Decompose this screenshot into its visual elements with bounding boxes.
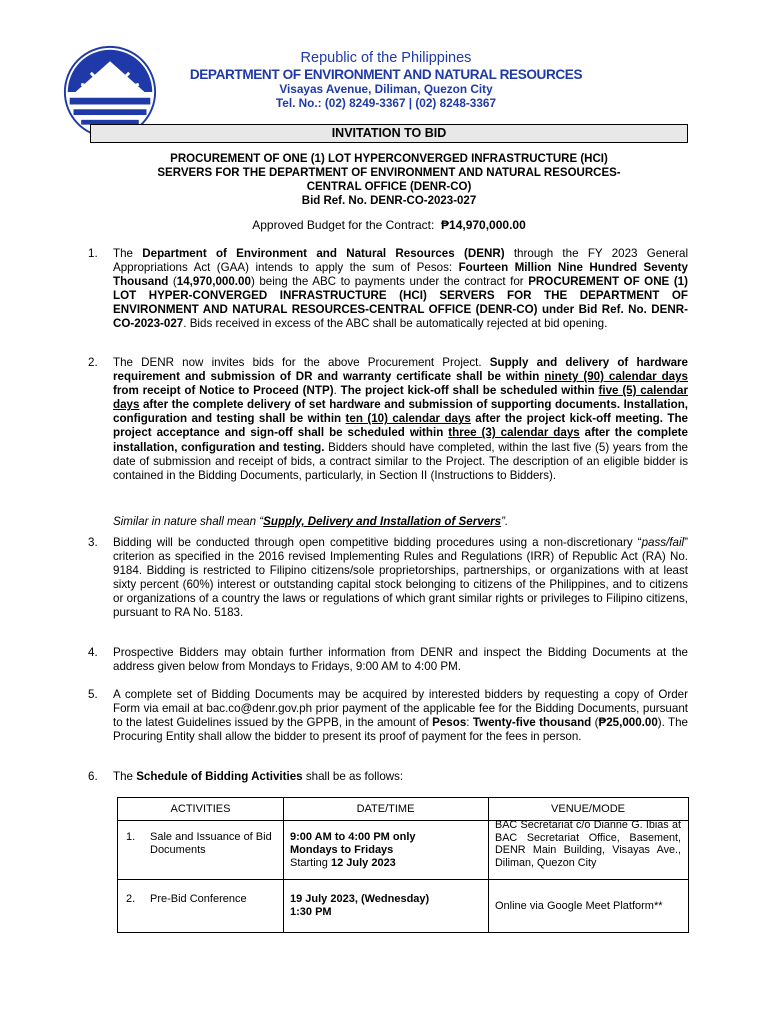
row-2-date-time: 19 July 2023, (Wednesday) 1:30 PM: [290, 893, 430, 918]
table-header-venue-mode: VENUE/MODE: [551, 803, 625, 815]
header-address: Visayas Avenue, Diliman, Quezon City: [279, 82, 493, 96]
row-1-date-time: 9:00 AM to 4:00 PM only Mondays to Fridays Starting 12 July 2023: [290, 831, 416, 869]
bid-reference: Bid Ref. No. DENR-CO-2023-027: [301, 195, 477, 207]
procurement-line-2: SERVERS FOR THE DEPARTMENT OF ENVIRONMENT AND NATURAL RESOURCES-: [157, 167, 621, 179]
row-1-number: 1.: [126, 831, 136, 843]
paragraph-5: 5. A complete set of Bidding Documents may be acquired by interested bidders by requesting a copy of Order Form via email at bac.co@denr.gov.ph prior payment of the applicable fee for the Bidding Documents, pursuant to the latest Guidelines issued by the GPPB, in the amount of Pesos: Twenty-five thousand (₱25,000.00). The Procuring Entity shall allow the bidder to present its proof of payment for the fees in person.: [88, 688, 688, 744]
procurement-line-3: CENTRAL OFFICE (DENR-CO): [306, 181, 472, 193]
header-department: DEPARTMENT OF ENVIRONMENT AND NATURAL RESOURCES: [189, 67, 583, 82]
table-header-activities: ACTIVITIES: [170, 803, 231, 815]
page-title: INVITATION TO BID: [90, 124, 688, 143]
row-2-venue: Online via Google Meet Platform**: [495, 900, 663, 912]
header-republic: Republic of the Philippines: [300, 50, 472, 66]
paragraph-6: 6. The Schedule of Bidding Activities shall be as follows:: [88, 770, 404, 783]
procurement-title: [90, 152, 688, 208]
schedule-table: [117, 797, 689, 933]
approved-budget: Approved Budget for the Contract: ₱14,970,000.00: [252, 218, 526, 232]
table-header-date-time: DATE/TIME: [356, 803, 415, 815]
header-telephone: Tel. No.: (02) 8249-3367 | (02) 8248-3367: [275, 96, 497, 110]
similar-in-nature: Similar in nature shall mean “Supply, Delivery and Installation of Servers”.: [113, 515, 509, 528]
row-1-activity: Sale and Issuance of Bid Documents: [150, 831, 272, 856]
abc-label: Approved Budget for the Contract: [252, 218, 431, 232]
paragraph-2: 2. The DENR now invites bids for the above Procurement Project. Supply and delivery of hardware requirement and submission of DR and warranty certificate shall be within ninety (90) calendar days from receipt of Notice to Proceed (NTP). The project kick-off shall be scheduled within five (5) calendar days after the complete delivery of set hardware and submission of supporting documents. Installation, configuration and testing shall be within ten (10) calendar days after the project kick-off meeting. The project acceptance and sign-off shall be scheduled within three (3) calendar days after the complete installation, configuration and testing. Bidders should have completed, within the last five (5) years from the date of submission and receipt of bids, a contract similar to the Project. The description of an eligible bidder is contained in the Bidding Documents, particularly, in Section II (Instructions to Bidders).: [88, 356, 688, 482]
row-2-number: 2.: [126, 893, 136, 905]
row-1-venue: BAC Secretariat c/o Dianne G. Ibias at BAC Secretariat Office, Basement, DENR Main Building, Visayas Ave., Diliman, Quezon City: [495, 819, 681, 869]
paragraph-1: 1. The Department of Environment and Natural Resources (DENR) through the FY 2023 General Appropriations Act (GAA) intends to apply the sum of Pesos: Fourteen Million Nine Hundred Seventy Thousand (14,970,000.00) being the ABC to payments under the contract for PROCUREMENT OF ONE (1) LOT HYPER-CONVERGED INFRASTRUCTURE (HCI) SERVERS FOR THE DEPARTMENT OF ENVIRONMENT AND NATURAL RESOURCES-CENTRAL OFFICE (DENR-CO) under Bid Ref. No. DENR-CO-2023-027. Bids received in excess of the ABC shall be automatically rejected at bid opening.: [88, 247, 689, 331]
paragraph-4: 4. Prospective Bidders may obtain further information from DENR and inspect the Bidding Documents at the address given below from Mondays to Fridays, 9:00 AM to 4:00 PM.: [88, 646, 688, 674]
abc-value: ₱14,970,000.00: [441, 218, 526, 232]
procurement-line-1: PROCUREMENT OF ONE (1) LOT HYPERCONVERGED INFRASTRUCTURE (HCI): [170, 153, 608, 165]
paragraph-3: 3. Bidding will be conducted through open competitive bidding procedures using a non-discretionary “pass/fail” criterion as specified in the 2016 revised Implementing Rules and Regulations (IRR) of Republic Act (RA) No. 9184. Bidding is restricted to Filipino citizens/sole proprietorships, partnerships, or organizations with at least sixty percent (60%) interest or outstanding capital stock belonging to citizens of the Philippines, and to citizens or organizations of a country the laws or regulations of which grant similar rights or privileges to Filipino citizens, pursuant to RA No. 5183.: [88, 536, 688, 620]
row-2-activity: Pre-Bid Conference: [150, 893, 247, 905]
